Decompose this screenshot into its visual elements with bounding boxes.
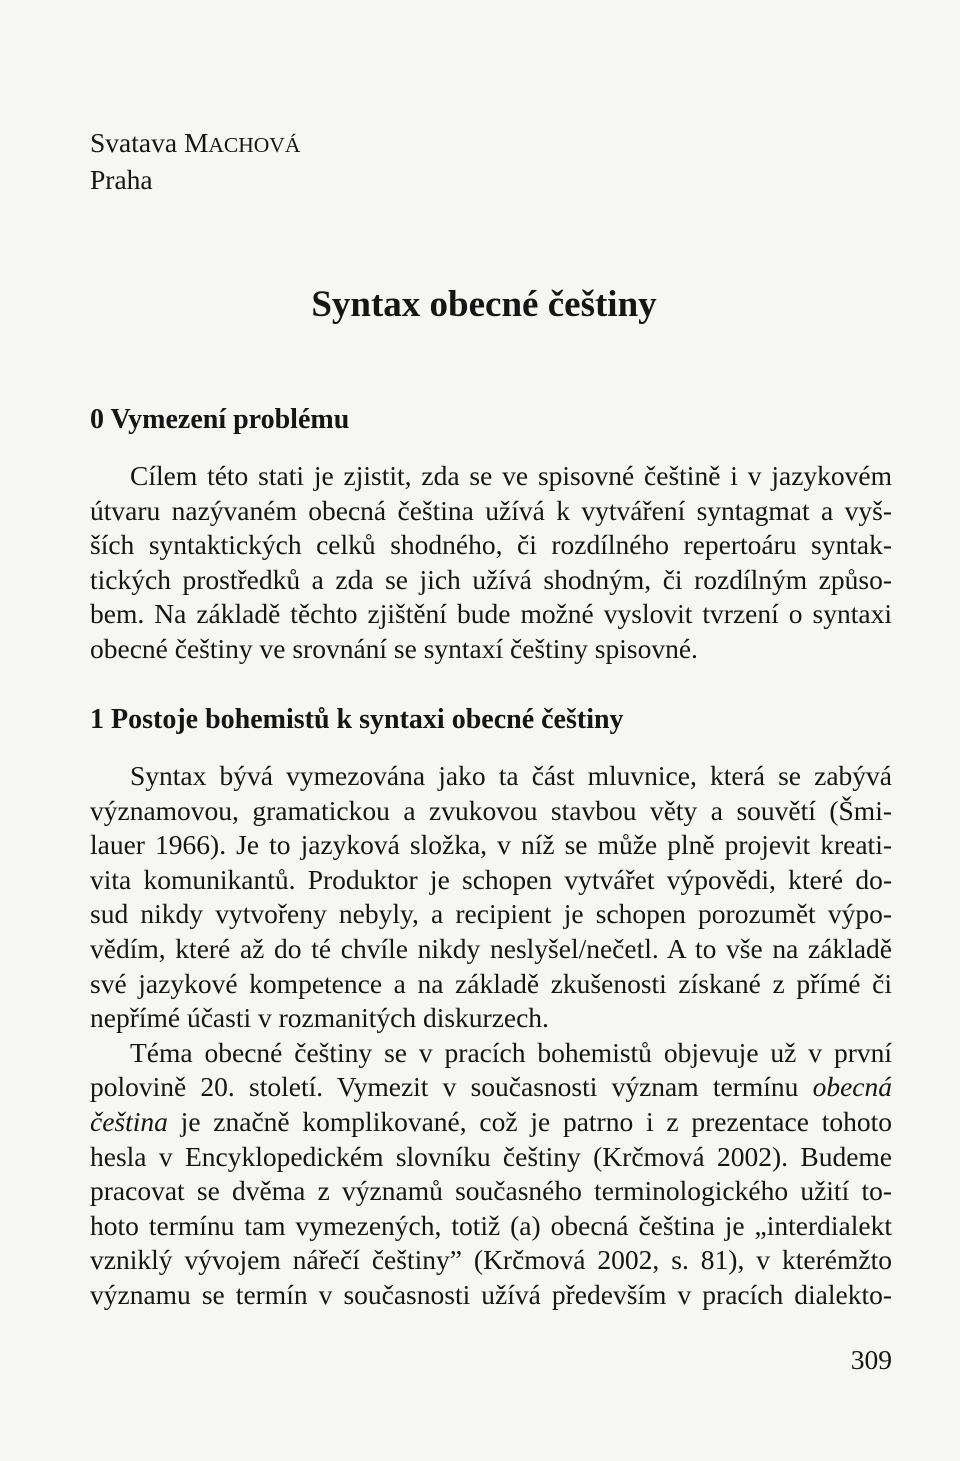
text-line: významovou, gramatickou a zvukovou stavbou věty a souvětí (Šmi- — [90, 794, 892, 826]
text-line: útvaru nazývaném obecná čeština užívá k vytváření syntagmat a vyš- — [90, 494, 892, 526]
emphasis: čeština — [90, 1105, 168, 1137]
text-line: Syntax bývá vymezována jako ta část mluvnice, která se zabývá — [130, 760, 892, 791]
section-heading: 0 Vymezení problému — [90, 404, 350, 435]
text-line: významu se termín v současnosti užívá především v pracích dialekto- — [90, 1278, 892, 1310]
text-line: ších syntaktických celků shodného, či rozdílného repertoáru syntak- — [90, 529, 892, 561]
emphasis: obecná — [812, 1071, 892, 1103]
section-body — [90, 459, 892, 667]
text-line: vita komunikantů. Produktor je schopen vytvářet výpovědi, které do- — [90, 863, 892, 895]
text-line: nepřímé účasti v rozmanitých diskurzech. — [90, 1002, 549, 1034]
text-line: Téma obecné češtiny se v pracích bohemistů objevuje už v první — [130, 1036, 892, 1068]
text-line: polovině 20. století. Vymezit v současnosti význam termínu obecná — [90, 1071, 892, 1103]
paragraph — [90, 1036, 892, 1313]
text-line: vzniklý vývojem nářečí češtiny” (Krčmová 2002, s. 81), v kterémžto — [90, 1244, 892, 1276]
text-line: lauer 1966). Je to jazyková složka, v níž se může plně projevit kreati- — [90, 829, 892, 861]
paragraph — [90, 459, 892, 667]
page-number: 309 — [850, 1344, 892, 1375]
text-line: hesla v Encyklopedickém slovníku češtiny (Krčmová 2002). Budeme — [90, 1140, 892, 1172]
text-line: hoto termínu tam vymezených, totiž (a) obecná čeština je „interdialekt — [90, 1209, 892, 1241]
article-title: Syntax obecné češtiny — [311, 284, 657, 325]
text-line: obecné češtiny ve srovnání se syntaxí češtiny spisovné. — [90, 632, 698, 664]
text-line: tických prostředků a zda se jich užívá shodným, či rozdílným způso- — [90, 563, 892, 595]
text-line: Cílem této stati je zjistit, zda se ve spisovné češtině i v jazykovém — [130, 460, 892, 491]
text-line: čeština je značně komplikované, což je patrno i z prezentace tohoto — [90, 1105, 892, 1137]
text-line: sud nikdy vytvořeny nebyly, a recipient je schopen porozumět výpo- — [90, 898, 892, 930]
author-affiliation: Praha — [90, 164, 153, 195]
text-line: bem. Na základě těchto zjištění bude možné vyslovit tvrzení o syntaxi — [90, 598, 892, 630]
author-given-name: Svatava — [90, 127, 178, 158]
text-line: pracovat se dvěma z významů současného terminologického užití to- — [90, 1175, 892, 1207]
text-line: své jazykové kompetence a na základě zkušenosti získané z přímé či — [90, 967, 892, 999]
section-body — [90, 759, 892, 1313]
author-surname: MACHOVÁ — [183, 127, 301, 158]
section-heading: 1 Postoje bohemistů k syntaxi obecné češtiny — [90, 704, 624, 735]
paragraph — [90, 759, 892, 1036]
author-name — [90, 126, 300, 163]
text-line: vědím, které až do té chvíle nikdy neslyšel/nečetl. A to vše na základě — [90, 932, 892, 964]
